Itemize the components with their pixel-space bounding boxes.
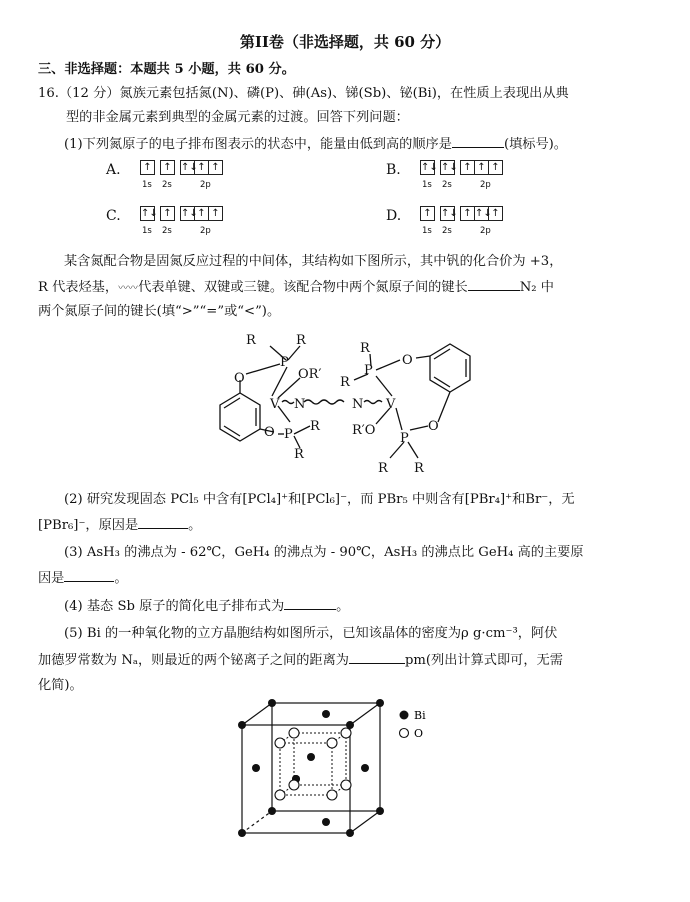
label-rpo: R′O bbox=[352, 423, 376, 438]
option-a bbox=[106, 160, 223, 190]
orbital-group-2s bbox=[440, 160, 458, 175]
orbital-group-1s bbox=[140, 160, 155, 175]
label-r: R bbox=[414, 461, 424, 476]
complex-line2 bbox=[38, 277, 554, 299]
orbital-box: ↑ bbox=[460, 160, 475, 175]
orbital-group-2p bbox=[180, 160, 223, 175]
orbital-box: ↑↓ bbox=[141, 208, 158, 219]
complex-line1: 某含氮配合物是固氮反应过程的中间体，其结构如下图所示，其中钒的化合价为 +3， bbox=[64, 254, 563, 269]
part4-line bbox=[64, 596, 349, 617]
orbital-box: ↑ bbox=[195, 160, 209, 175]
bond-length-blank[interactable] bbox=[468, 277, 520, 291]
orbital-label: 2p bbox=[200, 226, 211, 236]
part2-answer-blank[interactable] bbox=[138, 515, 188, 529]
orbital-box: ↑↓ bbox=[181, 208, 198, 219]
orbital-label: 1s bbox=[422, 180, 432, 190]
orbital-box: ↑↓ bbox=[421, 162, 438, 173]
label-o: O bbox=[234, 371, 245, 386]
orbital-box: ↑ bbox=[160, 206, 175, 221]
orbital-box: ↑ bbox=[160, 160, 175, 175]
orbital-box: ↑↓ bbox=[475, 208, 492, 219]
vanadium-complex-structure bbox=[190, 330, 490, 480]
part5-line2 bbox=[38, 650, 563, 671]
q16-intro-line1: 16.（12 分）氮族元素包括氮(N)、磷(P)、砷(As)、锑(Sb)、铋(Bi)，在性质上表现出从典 bbox=[38, 86, 569, 101]
orbital-label: 2p bbox=[200, 180, 211, 190]
label-v: V bbox=[386, 397, 396, 412]
orbital-box: ↑ bbox=[209, 160, 223, 175]
orbital-box: ↑ bbox=[209, 206, 223, 221]
complex-line3: 两个氮原子间的键长(填“>”“=”或“<”)。 bbox=[38, 304, 281, 319]
wavy-bond-symbol: 〰〰 bbox=[118, 283, 139, 294]
orbital-label: 2s bbox=[162, 180, 172, 190]
legend-o-label: O bbox=[414, 727, 424, 740]
orbital-group-1s bbox=[420, 206, 435, 221]
right-benzene-ring bbox=[430, 344, 470, 392]
orbital-box: ↑↓ bbox=[181, 162, 198, 173]
part5-answer-blank[interactable] bbox=[349, 650, 405, 664]
label-r: R bbox=[310, 419, 320, 434]
orbital-group-2p bbox=[460, 206, 503, 221]
orbital-box: ↑ bbox=[420, 206, 435, 221]
label-r: R bbox=[378, 461, 388, 476]
part4-answer-blank[interactable] bbox=[284, 596, 336, 610]
part2-line1: (2) 研究发现固态 PCl₅ 中含有[PCl₄]⁺和[PCl₆]⁻，而 PBr₅ 中则含有[PBr₄]⁺和Br⁻，无 bbox=[64, 492, 575, 507]
label-r: R bbox=[340, 375, 350, 390]
section-heading: 三、非选择题：本题共 5 小题，共 60 分。 bbox=[38, 62, 295, 77]
part3-line2 bbox=[38, 568, 128, 589]
label-v: V bbox=[270, 397, 280, 412]
bi-atoms bbox=[238, 699, 384, 837]
orbital-group-2s bbox=[440, 206, 458, 221]
orbital-group-2s bbox=[160, 206, 175, 221]
option-c bbox=[106, 206, 223, 236]
legend-o-dot bbox=[400, 729, 409, 738]
orbital-label: 2s bbox=[442, 180, 452, 190]
label-r: R bbox=[246, 333, 256, 348]
orbital-label: 1s bbox=[142, 180, 152, 190]
orbital-box: ↑ bbox=[489, 160, 503, 175]
orbital-label: 1s bbox=[422, 226, 432, 236]
bi-oxide-unit-cell bbox=[228, 695, 448, 840]
orbital-group-2s bbox=[160, 160, 175, 175]
complex-line2-post: 代表单键、双键或三键。该配合物中两个氮原子间的键长 bbox=[138, 280, 468, 295]
option-letter: D. bbox=[386, 208, 402, 224]
label-n: N bbox=[294, 397, 306, 412]
complex-line2-pre: R 代表烃基， bbox=[38, 280, 119, 295]
label-r: R bbox=[360, 341, 370, 356]
page-title: 第II卷（非选择题，共 60 分） bbox=[239, 33, 451, 51]
left-benzene-ring bbox=[220, 393, 260, 441]
part1-prefix: (1)下列氮原子的电子排布图表示的状态中，能量由低到高的顺序是 bbox=[64, 137, 452, 152]
orbital-box: ↑ bbox=[460, 206, 475, 221]
orbital-box: ↑ bbox=[489, 206, 503, 221]
legend-bi-dot bbox=[400, 711, 409, 720]
part3-line1: (3) AsH₃ 的沸点为 - 62℃，GeH₄ 的沸点为 - 90℃，AsH₃ 的沸点比 GeH₄ 高的主要原 bbox=[64, 545, 584, 560]
part3-answer-blank[interactable] bbox=[64, 568, 114, 582]
part5-line3: 化简)。 bbox=[38, 678, 83, 693]
label-p: P bbox=[364, 363, 373, 378]
label-o: O bbox=[428, 419, 439, 434]
label-n: N bbox=[352, 397, 364, 412]
option-letter: B. bbox=[386, 162, 401, 178]
option-letter: C. bbox=[106, 208, 121, 224]
orbital-box: ↑ bbox=[140, 160, 155, 175]
part1-answer-blank[interactable] bbox=[452, 134, 504, 148]
part5-post: pm(列出计算式即可，无需 bbox=[404, 653, 563, 668]
label-r: R bbox=[296, 333, 306, 348]
orbital-group-1s bbox=[140, 206, 158, 221]
label-o: O bbox=[402, 353, 413, 368]
q16-part1-question bbox=[64, 134, 567, 155]
orbital-label: 1s bbox=[142, 226, 152, 236]
part2-post: 。 bbox=[188, 518, 202, 533]
q16-intro-line2: 型的非金属元素到典型的金属元素的过渡。回答下列问题： bbox=[66, 110, 409, 125]
label-p: P bbox=[280, 355, 289, 370]
label-r: R bbox=[294, 447, 304, 462]
label-p: P bbox=[400, 431, 409, 446]
part4-pre: (4) 基态 Sb 原子的简化电子排布式为 bbox=[64, 599, 285, 614]
part1-suffix: (填标号)。 bbox=[503, 137, 567, 152]
part3-pre: 因是 bbox=[38, 571, 65, 586]
part2-line2 bbox=[38, 515, 201, 536]
orbital-label: 2s bbox=[162, 226, 172, 236]
orbital-box: ↑ bbox=[195, 206, 209, 221]
part4-post: 。 bbox=[336, 599, 350, 614]
option-letter: A. bbox=[106, 162, 121, 178]
part3-post: 。 bbox=[114, 571, 128, 586]
label-p: P bbox=[284, 427, 293, 442]
orbital-label: 2p bbox=[480, 180, 491, 190]
orbital-box: ↑↓ bbox=[441, 162, 458, 173]
orbital-label: 2s bbox=[442, 226, 452, 236]
complex-line2-end: N₂ 中 bbox=[519, 280, 554, 295]
orbital-box: ↑↓ bbox=[441, 208, 458, 219]
label-o: O bbox=[264, 425, 275, 440]
orbital-group-2p bbox=[460, 160, 503, 175]
orbital-group-1s bbox=[420, 160, 438, 175]
part2-pre: [PBr₆]⁻，原因是 bbox=[38, 518, 139, 533]
option-b bbox=[386, 160, 503, 190]
part5-pre: 加德罗常数为 Nₐ，则最近的两个铋离子之间的距离为 bbox=[38, 653, 349, 668]
orbital-box: ↑ bbox=[475, 160, 489, 175]
orbital-group-2p bbox=[180, 206, 223, 221]
label-orp: OR′ bbox=[298, 367, 322, 382]
option-d bbox=[386, 206, 503, 236]
legend-bi-label: Bi bbox=[414, 709, 426, 722]
part5-line1: (5) Bi 的一种氧化物的立方晶胞结构如图所示，已知该晶体的密度为ρ g·cm⁻³，阿伏 bbox=[64, 626, 558, 641]
orbital-label: 2p bbox=[480, 226, 491, 236]
